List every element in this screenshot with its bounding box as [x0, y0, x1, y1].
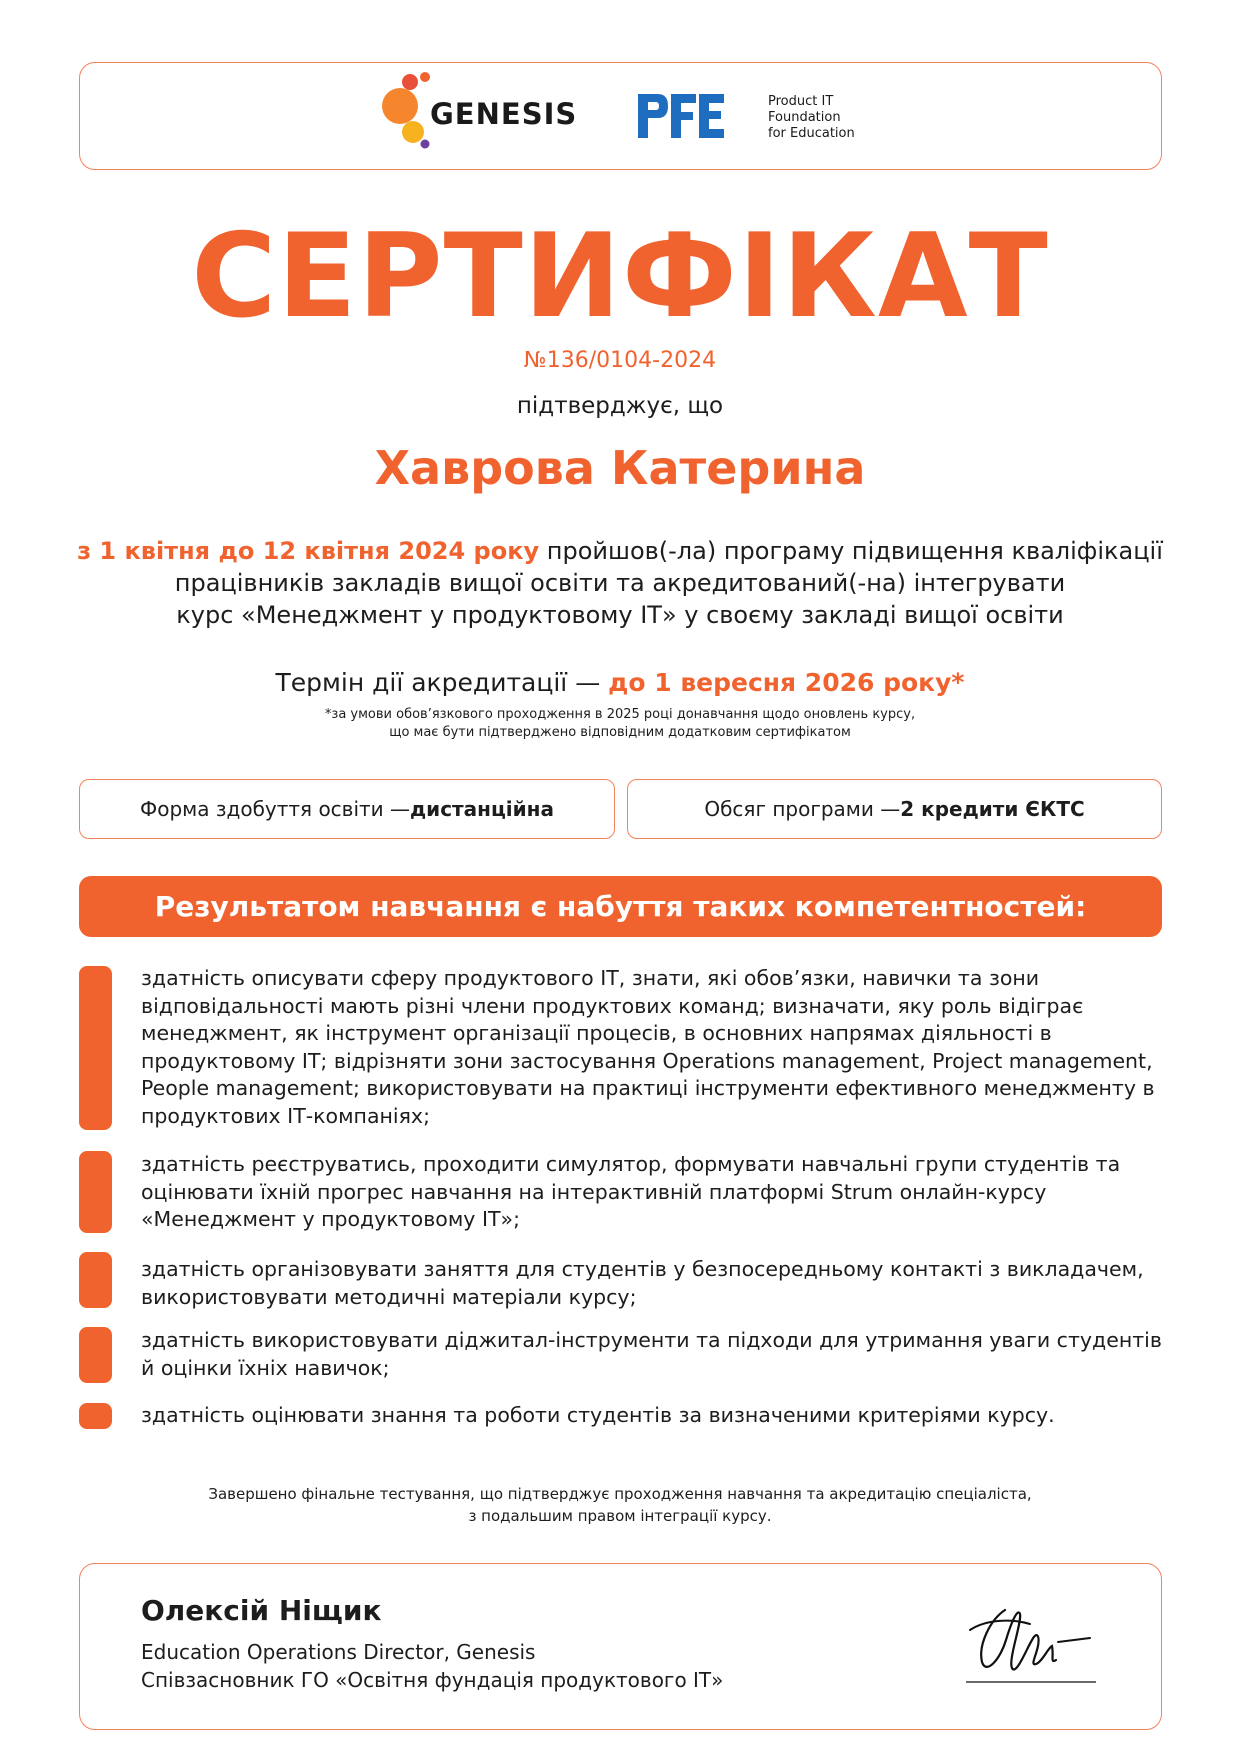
competency-line: здатність описувати сферу продуктового ІТ, знати, які обов’язки, навички та зони	[141, 966, 1040, 990]
competency-bullet	[79, 1252, 112, 1308]
competency-line: здатність організовувати заняття для студентів у безпосередньому контакті з викладачем,	[141, 1257, 1144, 1281]
competency-line: використовувати методичні матеріали курсу;	[141, 1284, 637, 1309]
pfe-wordmark	[768, 94, 855, 142]
competency-line: менеджмент, як інструмент організації процесів, в основних напрямах діяльності в	[141, 1021, 1052, 1045]
competency-bullet	[79, 1403, 112, 1429]
competency-item	[141, 1151, 1161, 1234]
competency-line: оцінювати їхній прогрес навчання на інтерактивній платформі Strum онлайн-курсу	[141, 1179, 1047, 1204]
signer-name: Олексій Ніщик	[141, 1594, 382, 1627]
pfe-logo-icon	[636, 92, 726, 140]
term-label: Термін дії акредитації	[275, 668, 568, 697]
completion-paragraph	[60, 535, 1180, 631]
education-form-value: дистанційна	[410, 797, 554, 821]
certificate-title: СЕРТИФІКАТ	[191, 209, 1049, 344]
para-line-2: працівників закладів вищої освіти та акредитований(-на) інтегрувати	[174, 569, 1066, 597]
competency-item	[141, 965, 1161, 1130]
certificate-number: №136/0104-2024	[523, 348, 717, 373]
competency-bullet	[79, 966, 112, 1130]
pfe-line-3: for Education	[768, 126, 855, 141]
program-volume-value: 2 кредити ЄКТС	[900, 797, 1085, 821]
competency-line: й оцінки їхніх навичок;	[141, 1355, 390, 1380]
competency-bullet	[79, 1151, 112, 1233]
final-note-line-1: Завершено фінальне тестування, що підтверджує проходження навчання та акредитацію спеціаліста,	[208, 1485, 1032, 1503]
competency-line: відповідальності мають різні члени продуктових команд; визначати, яку роль відіграє	[141, 993, 1084, 1018]
pfe-line-2: Foundation	[768, 110, 841, 125]
logo-header-frame	[79, 62, 1162, 170]
program-volume-label: Обсяг програми —	[704, 797, 901, 821]
competency-line: здатність використовувати діджитал-інструменти та підходи для утримання уваги студентів	[141, 1328, 1162, 1352]
genesis-wordmark: GENESIS	[430, 97, 578, 131]
competency-line: здатність оцінювати знання та роботи студентів за визначеними критеріями курсу.	[141, 1403, 1055, 1427]
competency-line: «Менеджмент у продуктовому ІТ»;	[141, 1207, 520, 1231]
footnote-line-1: *за умови обов’язкового проходження в 2025 році донавчання щодо оновлень курсу,	[324, 707, 916, 722]
competency-item	[141, 1327, 1161, 1382]
education-form-box	[79, 779, 615, 839]
handwritten-signature-icon	[960, 1590, 1110, 1690]
competency-bullet	[79, 1327, 112, 1383]
recipient-name: Хаврова Катерина	[374, 441, 866, 495]
competency-line: People management; використовувати на практиці інструменти ефективного менеджменту в	[141, 1076, 1155, 1100]
para-line-1: пройшов(-ла) програму підвищення кваліфікації	[539, 537, 1163, 565]
pfe-line-1: Product IT	[768, 94, 834, 109]
competency-line: продуктовому ІТ; відрізняти зони застосування Operations management, Project management,	[141, 1048, 1153, 1073]
para-line-3: курс «Менеджмент у продуктовому ІТ» у своєму закладі вищої освіти	[176, 601, 1064, 629]
signer-role: Education Operations Director, Genesis	[141, 1640, 536, 1664]
final-note-line-2: з подальшим правом інтеграції курсу.	[468, 1507, 772, 1525]
competency-line: продуктових ІТ-компаніях;	[141, 1103, 430, 1128]
footnote-line-2: що має бути підтверджено відповідним додатковим сертифікатом	[389, 725, 851, 740]
term-value: до 1 вересня 2026 року*	[608, 668, 965, 697]
education-form-label: Форма здобуття освіти —	[140, 797, 411, 821]
competency-item	[141, 1402, 1161, 1430]
signer-organization: Співзасновник ГО «Освітня фундація продуктового ІТ»	[141, 1668, 724, 1692]
program-volume-box	[627, 779, 1162, 839]
term-dash: —	[567, 668, 609, 697]
final-testing-note	[0, 1483, 1240, 1527]
course-period: з 1 квітня до 12 квітня 2024 року	[77, 537, 540, 565]
confirms-text: підтверджує, що	[516, 393, 724, 419]
competency-line: здатність реєструватись, проходити симулятор, формувати навчальні групи студентів та	[141, 1152, 1121, 1176]
accreditation-term	[0, 668, 1240, 697]
competencies-heading: Результатом навчання є набуття таких компетентностей:	[79, 876, 1162, 937]
term-footnote	[0, 706, 1240, 742]
competency-item	[141, 1256, 1161, 1311]
